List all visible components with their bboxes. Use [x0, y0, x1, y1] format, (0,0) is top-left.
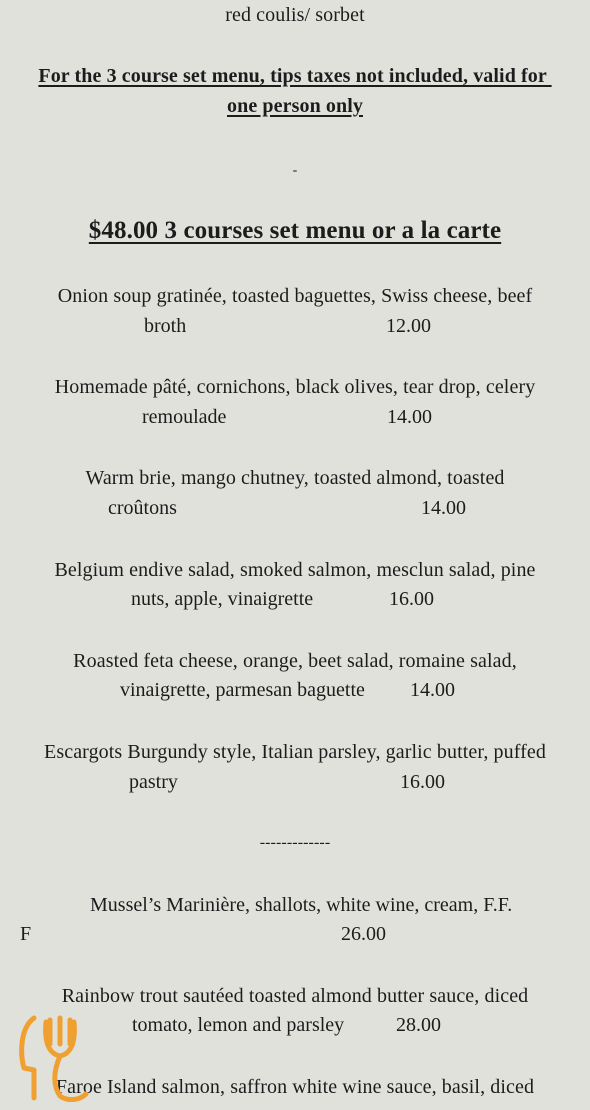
- starter-3-price: 14.00: [421, 497, 466, 519]
- section-separator: -------------: [259, 834, 331, 851]
- starter-2-line1: Homemade pâté, cornichons, black olives, tear drop, celery: [54, 376, 536, 398]
- starter-1-line1: Onion soup gratinée, toasted baguettes, Swiss cheese, beef: [57, 285, 533, 307]
- main-1-line2: F: [20, 923, 32, 945]
- notice-line-1: For the 3 course set menu, tips taxes not included, valid for: [38, 65, 552, 87]
- starter-4-line2: nuts, apple, vinaigrette: [131, 588, 314, 610]
- starter-4-line1: Belgium endive salad, smoked salmon, mesclun salad, pine: [54, 559, 536, 581]
- main-2-line2: tomato, lemon and parsley: [132, 1014, 345, 1036]
- starter-2-line2: remoulade: [142, 406, 227, 428]
- main-1-price: 26.00: [341, 923, 386, 945]
- main-1-line1: Mussel’s Marinière, shallots, white wine, cream, F.F.: [90, 894, 513, 916]
- starter-5-line1: Roasted feta cheese, orange, beet salad, romaine salad,: [73, 650, 517, 672]
- main-3-line1: Faroe Island salmon, saffron white wine sauce, basil, diced: [55, 1076, 535, 1098]
- dessert-tail-text: red coulis/ sorbet: [225, 4, 365, 26]
- starter-5-price: 14.00: [410, 679, 455, 701]
- starter-6-price: 16.00: [400, 771, 445, 793]
- starter-3-line2: croûtons: [108, 497, 177, 519]
- section-title: $48.00 3 courses set menu or a la carte: [88, 217, 502, 244]
- starter-1-line2: broth: [144, 315, 187, 337]
- fork-knife-icon: [14, 1014, 92, 1102]
- starter-5-line2: vinaigrette, parmesan baguette: [120, 679, 365, 701]
- starter-2-price: 14.00: [387, 406, 432, 428]
- starter-4-price: 16.00: [389, 588, 434, 610]
- dash-divider: -: [292, 163, 298, 178]
- starter-6-line1: Escargots Burgundy style, Italian parsley, garlic butter, puffed: [44, 741, 546, 763]
- starter-3-line1: Warm brie, mango chutney, toasted almond, toasted: [85, 467, 505, 489]
- starter-1-price: 12.00: [386, 315, 431, 337]
- starter-6-line2: pastry: [129, 771, 178, 793]
- main-2-line1: Rainbow trout sautéed toasted almond butter sauce, diced: [61, 985, 529, 1007]
- main-2-price: 28.00: [396, 1014, 441, 1036]
- notice-line-2: one person only: [227, 95, 363, 117]
